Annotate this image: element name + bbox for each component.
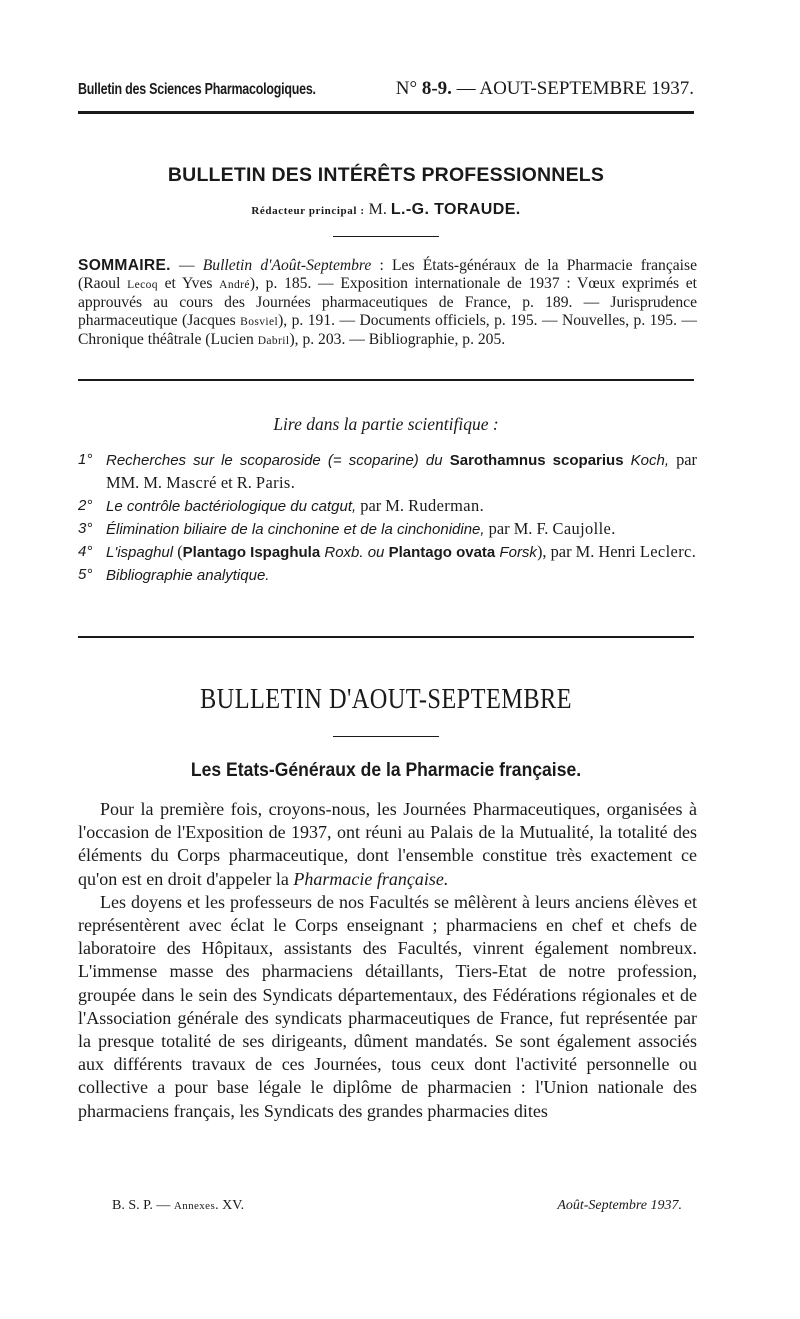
item-title: Roxb. ou bbox=[320, 544, 389, 562]
sommaire-text: ), p. 203. — Bibliographie, p. 205. bbox=[289, 331, 506, 348]
species-name: Plantago ovata bbox=[388, 544, 496, 562]
sommaire-text: et Yves bbox=[157, 275, 220, 292]
item-title: L'ispaghul bbox=[106, 544, 174, 562]
item-title: Forsk bbox=[495, 544, 537, 562]
sommaire-label: SOMMAIRE. bbox=[78, 257, 171, 274]
divider-short bbox=[333, 736, 439, 737]
item-title: Recherches sur le scoparoside bbox=[106, 452, 321, 469]
editor-name: L.-G. TORAUDE. bbox=[390, 201, 521, 218]
item-author: . bbox=[611, 518, 616, 538]
item-title: Le contrôle bactériologique du catgut, bbox=[106, 497, 357, 515]
divider-long bbox=[78, 636, 694, 638]
page-footer bbox=[112, 1198, 682, 1214]
issue-date: — AOUT-SEPTEMBRE 1937. bbox=[456, 78, 694, 99]
item-author: par MM. M. bbox=[106, 450, 698, 493]
sommaire-paragraph bbox=[78, 257, 697, 350]
item-author: par M. Henri bbox=[546, 542, 640, 562]
editor-name-prefix: M. bbox=[368, 201, 387, 218]
author-name: Dabril bbox=[257, 335, 290, 347]
item-title: Koch, bbox=[623, 452, 670, 469]
item-number: 3° bbox=[78, 519, 93, 537]
divider-long bbox=[78, 379, 694, 381]
sommaire-text: — bbox=[179, 257, 203, 274]
item-number: 2° bbox=[78, 496, 93, 514]
item-author: . bbox=[479, 495, 484, 515]
scientific-items-list bbox=[78, 449, 697, 588]
item-title: (= scoparine) du bbox=[320, 452, 450, 469]
footer-text: . XV. bbox=[215, 1198, 245, 1213]
author-name: André bbox=[219, 279, 250, 291]
species-name: Plantago Ispaghula bbox=[182, 544, 321, 562]
item-number: 1° bbox=[78, 451, 93, 468]
body-paragraph: Les doyens et les professeurs de nos Facultés se mêlèrent à leurs anciens élèves et représentèrent avec éclat le Corps enseignant ; pharmaciens en chef et chefs de laboratoire des Hôpitaux, assistants des Facultés, vinrent également nombreux. L'immense masse des pharmaciens détaillants, Tiers-Etat de notre profession, groupée dans le sein des Syndicats départementaux, des Fédérations régionales et de l'Association générale des syndicats pharmaceutiques de France, fut représentée par la presque totalité de ses dirigeants, dûment mandatés. Se sont également associés aux différents travaux de ces Journées, tous ceux dont l'activité personnelle ou collective a pour base légale le diplôme de pharmacien : l'Union nationale des pharmaciens français, les Syndicats des grandes pharmacies dites bbox=[78, 891, 697, 1121]
author-name: Ruderman bbox=[408, 495, 480, 515]
item-author: et R. bbox=[216, 473, 256, 493]
article-body bbox=[78, 798, 697, 1123]
item-title: ( bbox=[173, 542, 183, 562]
issue-line bbox=[396, 78, 694, 100]
sommaire-italic: Bulletin d'Août-Septembre bbox=[202, 257, 372, 274]
footer-right: Août-Septembre 1937. bbox=[557, 1198, 682, 1213]
issue-number: 8-9. bbox=[421, 78, 452, 99]
list-item bbox=[78, 564, 697, 587]
list-item bbox=[78, 449, 697, 495]
species-name: Sarothamnus scoparius bbox=[449, 452, 624, 469]
body-italic: Pharmacie française. bbox=[293, 868, 449, 889]
sommaire-text: ), p. 191. — Documents officiels, p. 195. — Nouvelles, p. 195. — Chronique théâtrale (Lucien bbox=[78, 312, 698, 348]
item-number: 4° bbox=[78, 543, 93, 561]
section-title: BULLETIN DES INTÉRÊTS PROFESSIONNELS bbox=[167, 164, 605, 186]
header-rule bbox=[78, 111, 694, 114]
item-author: par M. F. bbox=[484, 518, 553, 538]
author-name: Lecoq bbox=[127, 279, 158, 291]
lire-heading: Lire dans la partie scientifique : bbox=[273, 414, 499, 434]
footer-left bbox=[112, 1198, 244, 1214]
item-title: Élimination biliaire de la cinchonine et de la cinchonidine, bbox=[106, 520, 485, 538]
list-item bbox=[78, 541, 697, 564]
editor-line bbox=[78, 201, 694, 219]
running-header bbox=[78, 78, 694, 100]
item-number: 5° bbox=[78, 566, 93, 584]
body-text: Pour la première fois, croyons-nous, les Journées Pharmaceutiques, organisées à l'occasion de l'Exposition de 1937, ont réuni au Palais de la Mutualité, la totalité des éléments du Corps pharmaceutique, dont l'ensemble constitue très exactement ce qu'on est en droit d'appeler la bbox=[78, 799, 697, 889]
issue-prefix: N° bbox=[395, 78, 418, 99]
article-title: Les Etats-Généraux de la Pharmacie française. bbox=[190, 759, 582, 781]
sommaire-text: ), p. 185. — Exposition internationale de 1937 : Vœux exprimés et approuvés au cours des Journées pharmaceutiques de France, p. 189. — Jurisprudence pharmaceutique (Jacques bbox=[78, 275, 698, 329]
editor-label: Rédacteur principal : bbox=[251, 205, 365, 217]
item-author: . bbox=[290, 473, 295, 493]
divider-short bbox=[333, 236, 439, 237]
list-item bbox=[78, 518, 697, 541]
item-author: . bbox=[691, 542, 696, 562]
author-name: Mascré bbox=[166, 473, 217, 493]
footer-text: B. S. P. — bbox=[112, 1198, 174, 1213]
sommaire-text: : Les États-généraux de la Pharmacie française (Raoul bbox=[78, 257, 697, 292]
journal-name: Bulletin des Sciences Pharmacologiques. bbox=[78, 81, 316, 98]
author-name: Bosviel bbox=[240, 316, 279, 328]
author-name: Leclerc bbox=[639, 542, 692, 562]
list-item bbox=[78, 495, 697, 518]
item-author: par M. bbox=[356, 495, 409, 515]
body-paragraph bbox=[78, 798, 697, 891]
item-title: Bibliographie analytique. bbox=[106, 567, 270, 585]
author-name: Paris bbox=[255, 473, 291, 493]
bulletin-title: BULLETIN D'AOUT-SEPTEMBRE bbox=[200, 683, 572, 715]
author-name: Caujolle bbox=[552, 518, 612, 538]
footer-text: Annexes bbox=[173, 1200, 216, 1212]
item-title: ), bbox=[536, 542, 547, 562]
